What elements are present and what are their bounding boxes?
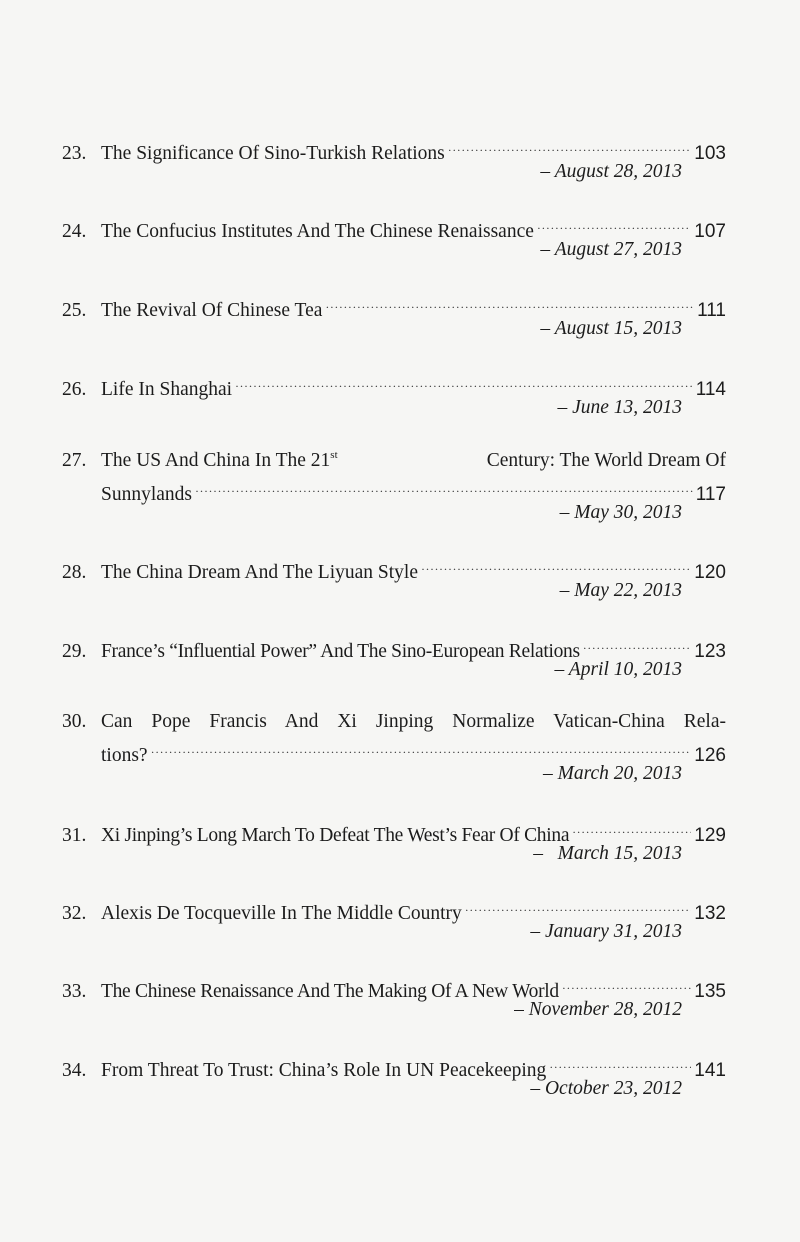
entry-title: Xi Jinping’s Long March To Defeat The West’s Fear Of China — [101, 825, 570, 846]
entry-title-part: The US And China In The 21 — [101, 450, 331, 471]
dot-leader — [562, 971, 691, 997]
entry-date: – May 30, 2013 — [559, 502, 682, 523]
dot-leader — [583, 631, 692, 657]
dot-leader — [151, 735, 692, 761]
dot-leader — [448, 133, 692, 159]
toc-entry[interactable] — [62, 211, 726, 263]
entry-date: – March 15, 2013 — [533, 843, 682, 864]
entry-title: The Confucius Institutes And The Chinese Renaissance — [101, 221, 534, 242]
entry-page-number: 129 — [694, 825, 726, 846]
entry-title: Alexis De Tocqueville In The Middle Country — [101, 903, 462, 924]
toc-entry[interactable] — [62, 552, 726, 604]
toc-entry[interactable] — [62, 893, 726, 945]
entry-date: – November 28, 2012 — [514, 999, 682, 1020]
entry-title: Life In Shanghai — [101, 379, 233, 400]
entry-title: The Revival Of Chinese Tea — [101, 300, 323, 321]
entry-number: 32. — [62, 903, 87, 924]
ordinal-superscript: st — [330, 449, 338, 461]
entry-page-number: 120 — [694, 562, 726, 583]
toc-entry[interactable] — [62, 448, 726, 526]
entry-page-number: 132 — [694, 903, 726, 924]
entry-title: The China Dream And The Liyuan Style — [101, 562, 418, 583]
entry-page-number: 117 — [695, 484, 726, 505]
entry-number: 24. — [62, 221, 87, 242]
entry-title: The Chinese Renaissance And The Making Of A New World — [101, 981, 559, 1002]
entry-page-number: 107 — [694, 221, 726, 242]
entry-title-continued: tions? — [101, 745, 148, 766]
entry-title: The Significance Of Sino-Turkish Relations — [101, 143, 445, 164]
entry-date: – August 15, 2013 — [540, 318, 682, 339]
entry-page-number: 135 — [694, 981, 726, 1002]
toc-entry[interactable] — [62, 369, 726, 421]
dot-leader — [235, 369, 693, 395]
dot-leader — [421, 552, 691, 578]
entry-date: – August 27, 2013 — [540, 239, 682, 260]
toc-entry[interactable] — [62, 1050, 726, 1102]
dot-leader — [325, 290, 694, 316]
entry-title-continued: Sunnylands — [101, 484, 193, 505]
entry-number: 27. — [62, 450, 87, 471]
toc-entry[interactable] — [62, 815, 726, 867]
entry-number: 31. — [62, 825, 87, 846]
entry-page-number: 103 — [694, 143, 726, 164]
entry-date: – June 13, 2013 — [557, 397, 682, 418]
entry-title-part: Century: The World Dream Of — [486, 450, 726, 471]
entry-page-number: 114 — [695, 379, 726, 400]
entry-number: 25. — [62, 300, 87, 321]
entry-date: – October 23, 2012 — [530, 1078, 682, 1099]
dot-leader — [572, 815, 691, 841]
entry-date: – April 10, 2013 — [554, 659, 682, 680]
entry-number: 29. — [62, 641, 87, 662]
entry-title — [101, 448, 726, 474]
entry-number: 26. — [62, 379, 87, 400]
entry-title: France’s “Influential Power” And The Sino-European Relations — [101, 641, 580, 662]
toc-entry[interactable] — [62, 290, 726, 342]
entry-page-number: 141 — [694, 1060, 726, 1081]
entry-date: – January 31, 2013 — [530, 921, 682, 942]
toc-entry[interactable] — [62, 631, 726, 683]
entry-date: – August 28, 2013 — [540, 161, 682, 182]
toc-entry[interactable] — [62, 133, 726, 185]
entry-title: Can Pope Francis And Xi Jinping Normalize Vatican-China Rela- — [101, 711, 726, 732]
entry-number: 34. — [62, 1060, 87, 1081]
dot-leader — [465, 893, 692, 919]
dot-leader — [537, 211, 691, 237]
entry-page-number: 123 — [694, 641, 726, 662]
entry-number: 33. — [62, 981, 87, 1002]
entry-number: 28. — [62, 562, 87, 583]
entry-page-number: 126 — [694, 745, 726, 766]
entry-number: 30. — [62, 711, 87, 732]
dot-leader — [195, 474, 693, 500]
toc-entry[interactable] — [62, 709, 726, 787]
entry-date: – March 20, 2013 — [542, 763, 682, 784]
entry-page-number: 111 — [697, 300, 726, 321]
entry-title: From Threat To Trust: China’s Role In UN Peacekeeping — [101, 1060, 547, 1081]
entry-date: – May 22, 2013 — [559, 580, 682, 601]
dot-leader — [549, 1050, 691, 1076]
entry-number: 23. — [62, 143, 87, 164]
toc-entry[interactable] — [62, 971, 726, 1023]
